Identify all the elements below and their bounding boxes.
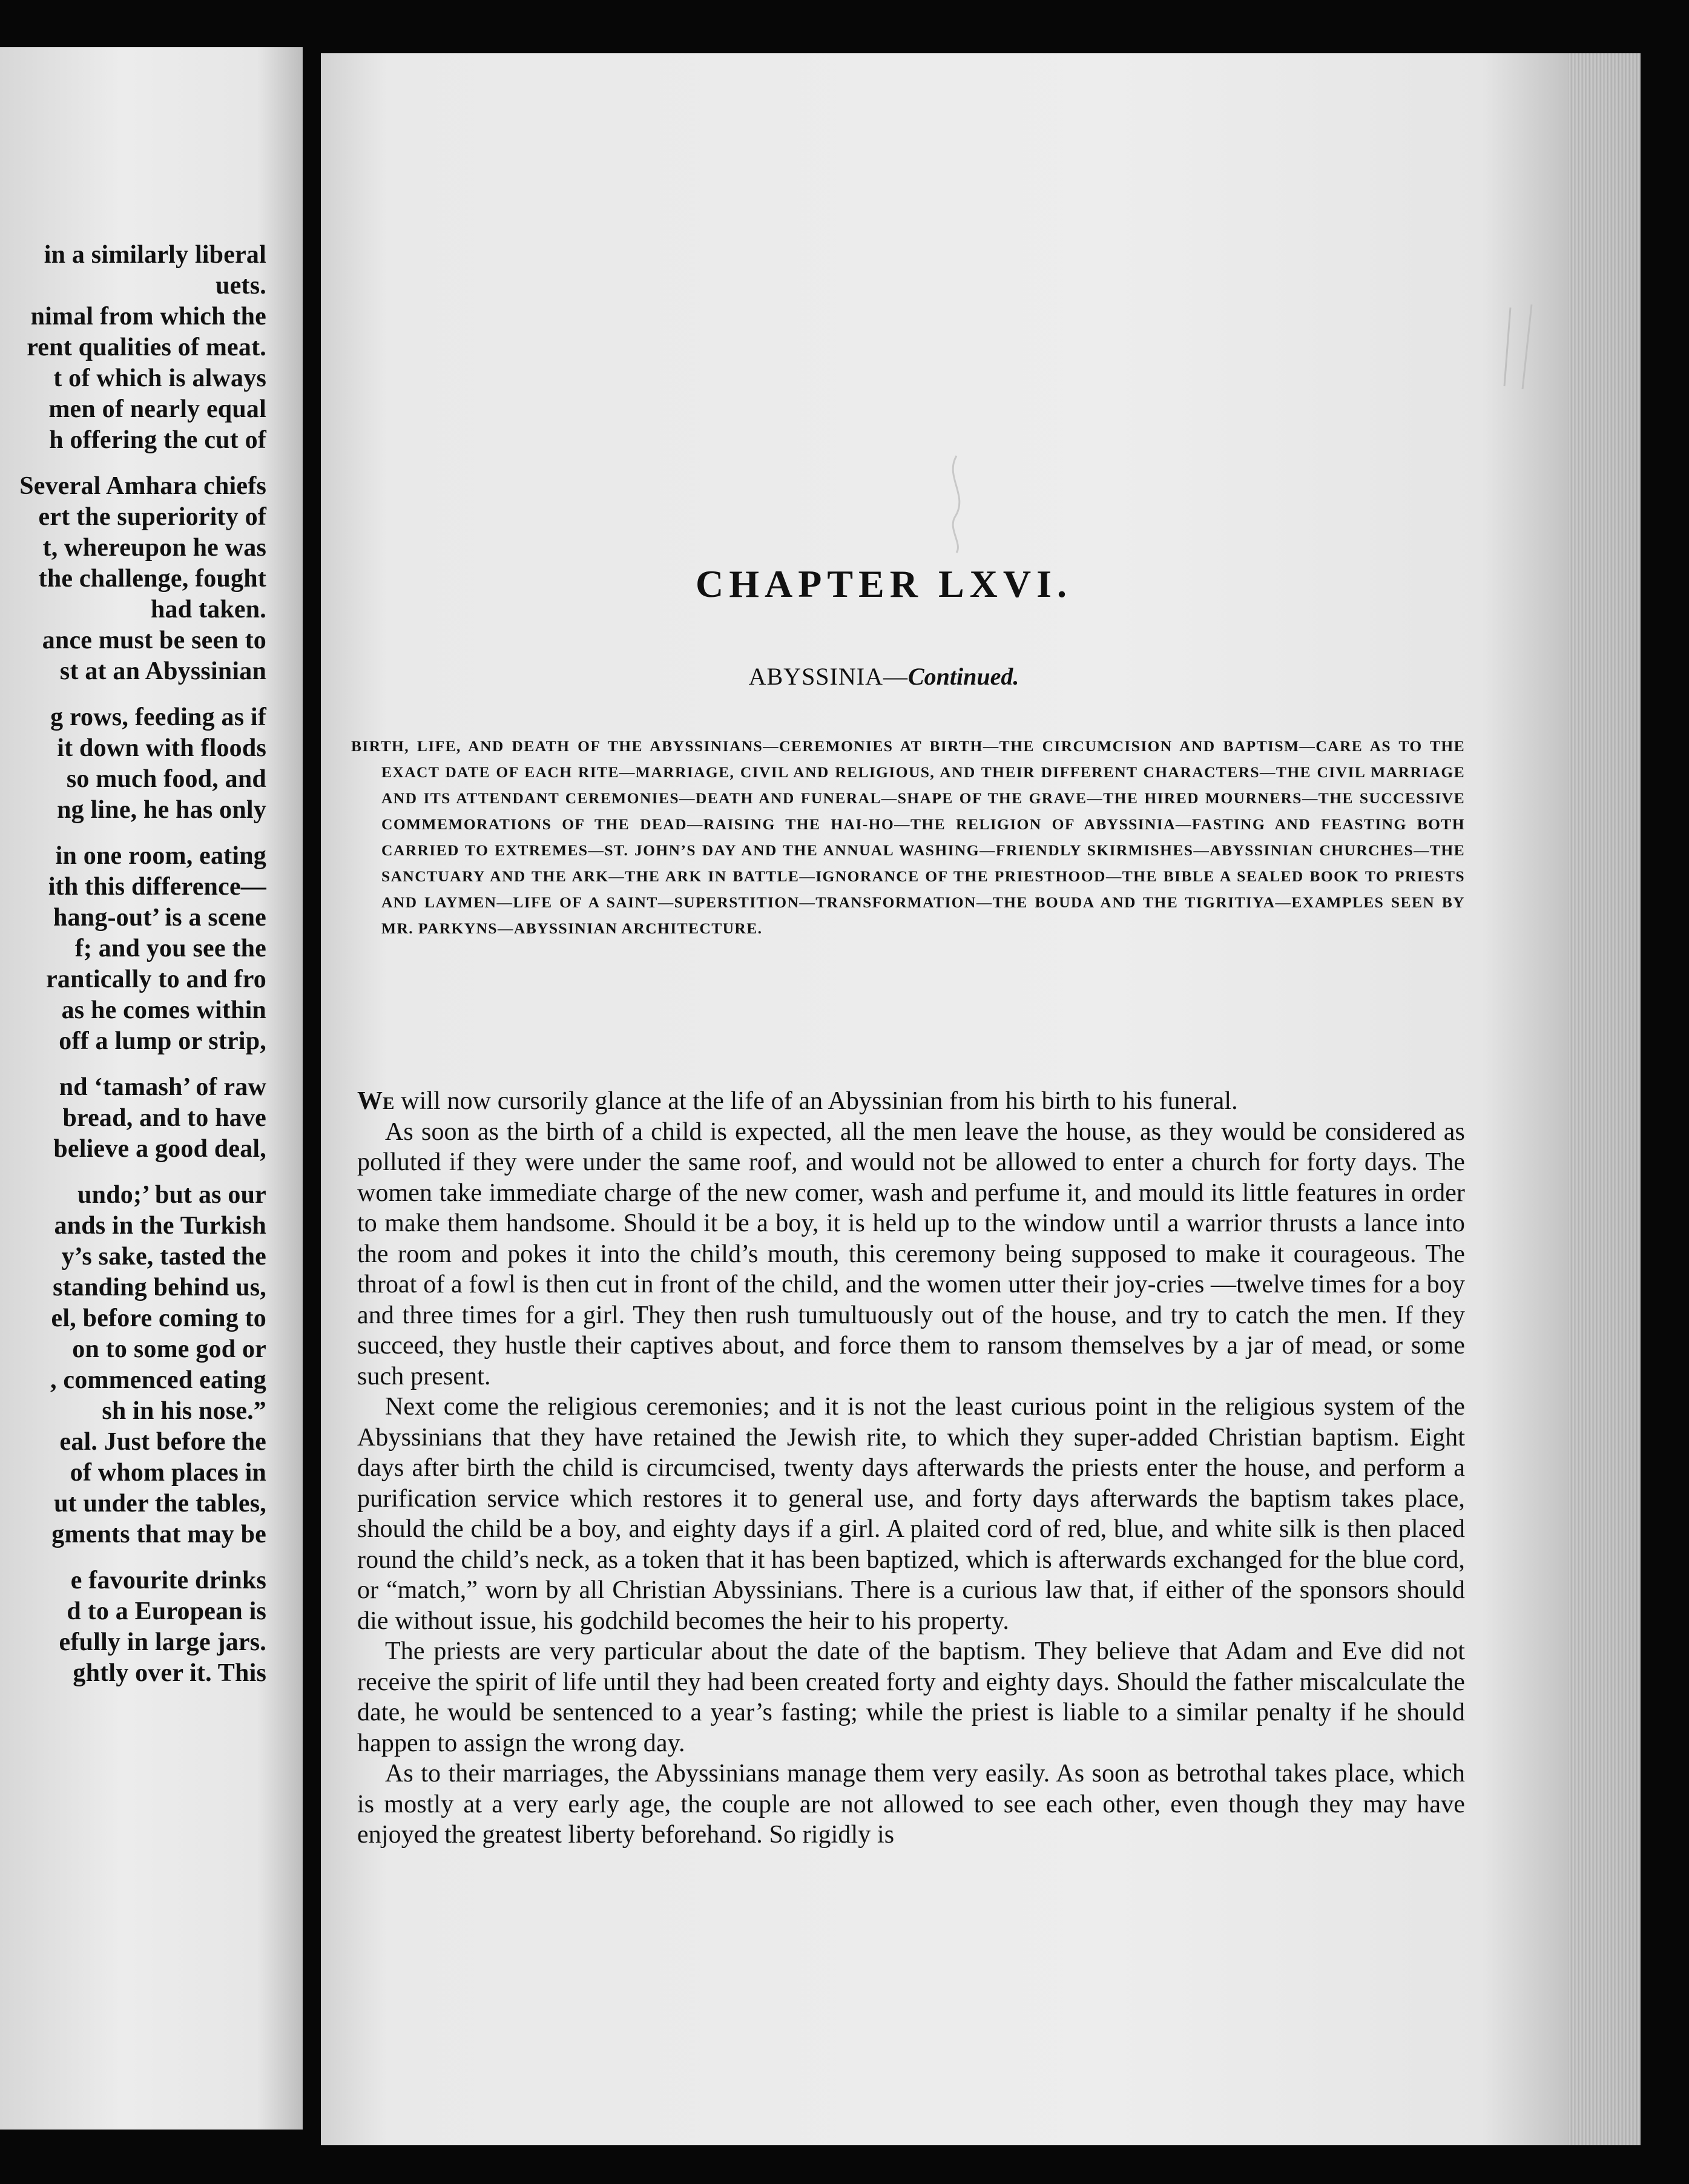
pencil-mark bbox=[938, 453, 975, 556]
left-page-line: in one room, eating bbox=[55, 842, 266, 870]
left-page-line: el, before coming to bbox=[51, 1304, 266, 1332]
left-page-line: ng line, he has only bbox=[57, 796, 266, 824]
left-page-line bbox=[0, 1057, 266, 1072]
left-page-line: men of nearly equal bbox=[48, 395, 266, 423]
paragraph-4: The priests are very particular about the date of the baptism. They believe that Adam and Eve did not receive the spirit of life until they had been created forty and eighty days. Should the father miscalculate the date, he would be sentenced to a year’s fasting; while the priest is liable to a similar penalty if he should happen to assign the wrong day. bbox=[357, 1637, 1465, 1757]
left-page-line: ance must be seen to bbox=[42, 627, 266, 654]
left-page-line: eal. Just before the bbox=[59, 1428, 266, 1456]
paragraph-5: As to their marriages, the Abyssinians manage them very easily. As soon as betrothal takes place, which is mostly at a very early age, the couple are not allowed to see each other, even though they may have enjoyed the greatest liberty beforehand. So rigidly is bbox=[357, 1760, 1465, 1849]
left-page-text bbox=[0, 240, 266, 1689]
left-page-line: d to a European is bbox=[67, 1597, 266, 1625]
left-page-line bbox=[0, 456, 266, 471]
left-page-line bbox=[0, 687, 266, 702]
page-edge-shadow bbox=[1568, 53, 1641, 2145]
left-page-line: e favourite drinks bbox=[70, 1567, 266, 1594]
left-page-line: it down with floods bbox=[57, 734, 266, 762]
chapter-title: CHAPTER LXVI. bbox=[696, 562, 1072, 605]
left-page-line: standing behind us, bbox=[53, 1274, 266, 1301]
left-page-line: had taken. bbox=[150, 596, 266, 623]
left-page-line: believe a good deal, bbox=[53, 1135, 266, 1163]
left-page-line: the challenge, fought bbox=[38, 565, 266, 593]
left-page-line: sh in his nose.” bbox=[102, 1397, 266, 1425]
margin-mark bbox=[1498, 301, 1553, 392]
left-page-line: Several Amhara chiefs bbox=[19, 472, 266, 500]
left-page-line: gments that may be bbox=[51, 1521, 266, 1548]
section-title bbox=[321, 662, 1447, 691]
left-page-line bbox=[0, 826, 266, 841]
left-page-line: t of which is always bbox=[53, 364, 266, 392]
chapter-body bbox=[357, 1086, 1465, 1850]
paragraph-2: As soon as the birth of a child is expected, all the men leave the house, as they would be considered as polluted if they were under the same roof, and would not be allowed to enter a church for forty days. The women take immediate charge of the new comer, wash and perfume it, and mould its little features in order to make them handsome. Should it be a boy, it is held up to the window until a warrior thrusts a lance into the room and pokes it into the child’s mouth, this ceremony being supposed to make it courageous. The throat of a fowl is then cut in front of the child, and the women utter their joy-cries —twelve times for a boy and three times for a girl. They then rush tumultuously out of the house, and try to catch the men. If they succeed, they hustle their captives about, and force them to ransom themselves by a jar of mead, or some such present. bbox=[357, 1117, 1465, 1390]
left-page-line bbox=[0, 1550, 266, 1565]
left-page-line: off a lump or strip, bbox=[59, 1027, 266, 1055]
right-page bbox=[321, 53, 1641, 2145]
paragraph-3: Next come the religious ceremonies; and it is not the least curious point in the religious system of the Abyssinians that they have retained the Jewish rite, to which they super-added Christian baptism. Eight days after birth the child is circumcised, twenty days afterwards the priests enter the house, and perform a purification service which restores it to general use, and forty days afterwards the baptism takes place, should the child be a boy, and eighty days if a girl. A plaited cord of red, blue, and white silk is then placed round the child’s neck, as a token that it has been baptized, which is afterwards exchanged for the blue cord, or “match,” worn by all Christian Abyssinians. There is a curious law that, if either of the sponsors should die without issue, his godchild becomes the heir to his property. bbox=[357, 1393, 1465, 1635]
left-page-line: hang-out’ is a scene bbox=[53, 904, 266, 932]
left-page-line bbox=[0, 1165, 266, 1180]
paragraph-1-text: will now cursorily glance at the life of an Abyssinian from his birth to his funeral. bbox=[394, 1087, 1238, 1115]
left-page-line: y’s sake, tasted the bbox=[61, 1243, 266, 1271]
left-page-line: , commenced eating bbox=[50, 1366, 266, 1394]
left-page-line: on to some god or bbox=[72, 1335, 266, 1363]
left-page-line: bread, and to have bbox=[62, 1104, 266, 1132]
left-page-line: f; and you see the bbox=[74, 935, 266, 962]
left-page-line: as he comes within bbox=[61, 996, 266, 1024]
left-page-line: undo;’ but as our bbox=[77, 1181, 266, 1209]
left-facing-page bbox=[0, 47, 303, 2130]
left-page-line: ut under the tables, bbox=[54, 1490, 266, 1518]
left-page-line: uets. bbox=[216, 272, 266, 300]
paragraph-1 bbox=[357, 1086, 1465, 1117]
chapter-summary: BIRTH, LIFE, AND DEATH OF THE ABYSSINIANS—CEREMONIES AT BIRTH—THE CIRCUMCISION AND BAPTISM—CARE AS TO THE EXACT DATE OF EACH RITE—MARRIAGE, CIVIL AND RELIGIOUS, AND THEIR DIFFERENT CHARACTERS—THE CIVIL MARRIAGE AND ITS ATTENDANT CEREMONIES—DEATH AND FUNERAL—SHAPE OF THE GRAVE—THE HIRED MOURNERS—THE SUCCESSIVE COMMEMORATIONS OF THE DEAD—RAISING THE HAI-HO—THE RELIGION OF ABYSSINIA—FASTING AND FEASTING BOTH CARRIED TO EXTREMES—ST. JOHN’S DAY AND THE ANNUAL WASHING—FRIENDLY SKIRMISHES—ABYSSINIAN CHURCHES—THE SANCTUARY AND THE ARK—THE ARK IN BATTLE—IGNORANCE OF THE PRIESTHOOD—THE BIBLE A SEALED BOOK TO PRIESTS AND LAYMEN—LIFE OF A SAINT—SUPERSTITION—TRANSFORMATION—THE BOUDA AND THE TIGRITIYA—EXAMPLES SEEN BY MR. PARKYNS—ABYSSINIAN ARCHITECTURE. bbox=[351, 737, 1465, 937]
left-page-line: ghtly over it. This bbox=[73, 1659, 266, 1687]
left-page-line: nimal from which the bbox=[30, 303, 266, 331]
section-title-continued: Continued. bbox=[907, 663, 1019, 690]
left-page-line: so much food, and bbox=[66, 765, 266, 793]
left-page-line: st at an Abyssinian bbox=[59, 657, 266, 685]
section-title-main: ABYSSINIA— bbox=[748, 663, 908, 690]
left-page-line: of whom places in bbox=[70, 1459, 266, 1487]
left-page-line: nd ‘tamash’ of raw bbox=[59, 1073, 266, 1101]
left-page-line: in a similarly liberal bbox=[44, 241, 266, 269]
left-page-line: rent qualities of meat. bbox=[27, 334, 266, 361]
left-page-line: ands in the Turkish bbox=[54, 1212, 266, 1240]
drop-word: We bbox=[357, 1087, 395, 1115]
left-page-line: rantically to and fro bbox=[46, 965, 266, 993]
left-page-line: efully in large jars. bbox=[59, 1628, 266, 1656]
left-page-line: h offering the cut of bbox=[49, 426, 266, 454]
left-page-line: ith this difference— bbox=[48, 873, 266, 901]
left-page-line: t, whereupon he was bbox=[42, 534, 266, 562]
left-page-line: g rows, feeding as if bbox=[50, 703, 266, 731]
left-page-line: ert the superiority of bbox=[38, 503, 266, 531]
